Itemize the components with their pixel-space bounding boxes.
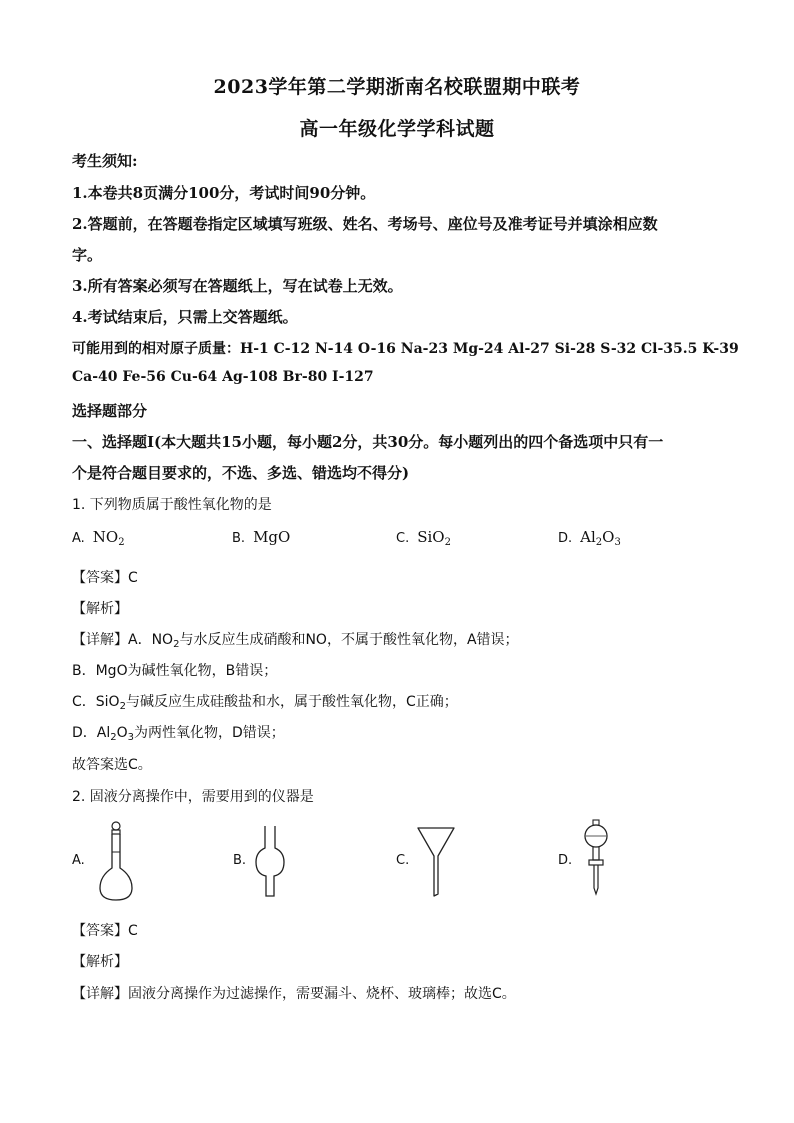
q2-stem: 2. 固液分离操作中，需要用到的仪器是 xyxy=(72,789,314,805)
q1-conclusion: 故答案选C。 xyxy=(72,757,152,773)
exam-subtitle: 高一年级化学学科试题 xyxy=(299,118,495,140)
part-title: 选择题部分 xyxy=(72,402,148,420)
answer-tag: 【答案】 xyxy=(72,923,128,939)
option-letter: D. xyxy=(558,531,573,546)
q1-detail-b: B．MgO为碱性氧化物，B错误； xyxy=(72,663,278,679)
q1-detail-a xyxy=(72,629,732,650)
q1-stem: 1. 下列物质属于酸性氧化物的是 xyxy=(72,497,272,513)
notice-heading: 考生须知: xyxy=(72,152,138,170)
q2-option-a-letter: A. xyxy=(72,853,85,868)
q1-option-d xyxy=(558,528,621,548)
detail-text: 为两性氧化物，D错误； xyxy=(134,725,285,741)
section-instruction-1: 一、选择题I(本大题共15小题，每小题2分，共30分。每小题列出的四个备选项中只有一 xyxy=(72,433,664,451)
answer-value: C xyxy=(128,923,138,939)
detail-sub: 2 xyxy=(110,732,117,743)
notice-item-4: 4.考试结束后，只需上交答题纸。 xyxy=(72,308,298,326)
notice-item-2: 2.答题前，在答题卷指定区域填写班级、姓名、考场号、座位号及准考证号并填涂相应数 xyxy=(72,215,658,233)
q2-detail xyxy=(72,983,732,1003)
detail-tag: 【详解】 xyxy=(72,632,128,648)
notice-item-1: 1.本卷共8页满分100分，考试时间90分钟。 xyxy=(72,184,376,202)
separatory-funnel-icon xyxy=(580,818,612,898)
notice-item-2-cont: 字。 xyxy=(72,246,103,264)
section-instruction-2: 个是符合题目要求的，不选、多选、错选均不得分) xyxy=(72,464,410,482)
answer-value: C xyxy=(128,570,138,586)
atomic-masses-line-1: 可能用到的相对原子质量：H-1 C-12 N-14 O-16 Na-23 Mg-24 Al-27 Si-28 S-32 Cl-35.5 K-39 xyxy=(72,341,739,357)
option-letter: A. xyxy=(72,531,85,546)
round-bottom-flask-icon xyxy=(252,824,288,900)
notice-item-3: 3.所有答案必须写在答题纸上，写在试卷上无效。 xyxy=(72,277,403,295)
formula-sub-2: 3 xyxy=(614,537,621,548)
detail-text: 与碱反应生成硅酸盐和水，属于酸性氧化物，C正确； xyxy=(125,694,458,710)
q2-analysis-tag: 【解析】 xyxy=(72,954,128,970)
answer-tag: 【答案】 xyxy=(72,570,128,586)
q1-answer xyxy=(72,567,732,587)
formula-sub: 2 xyxy=(595,537,603,548)
q1-analysis-tag: 【解析】 xyxy=(72,601,128,617)
detail-text: 固液分离操作为过滤操作，需要漏斗、烧杯、玻璃棒；故选C。 xyxy=(128,986,516,1002)
option-letter: B. xyxy=(232,531,246,546)
q1-detail-c xyxy=(72,691,732,712)
q2-option-d-letter: D. xyxy=(558,853,573,868)
option-letter: C. xyxy=(396,531,410,546)
q2-option-b-letter: B. xyxy=(233,853,247,868)
q1-detail-d xyxy=(72,722,732,743)
formula-rest: O xyxy=(602,528,615,546)
q1-option-c xyxy=(396,528,451,548)
detail-text: C．SiO xyxy=(72,694,120,710)
detail-text: D．Al xyxy=(72,725,111,741)
q2-answer xyxy=(72,920,732,940)
formula-sub: 2 xyxy=(444,537,451,548)
detail-text: A．NO xyxy=(128,632,174,648)
exam-title: 2023学年第二学期浙南名校联盟期中联考 xyxy=(213,76,581,98)
q1-option-a xyxy=(72,528,125,548)
detail-sub: 3 xyxy=(127,732,135,743)
detail-text: O xyxy=(116,725,128,741)
atomic-masses-line-2: Ca-40 Fe-56 Cu-64 Ag-108 Br-80 I-127 xyxy=(72,369,374,385)
detail-tag: 【详解】 xyxy=(72,986,128,1002)
detail-sub: 2 xyxy=(119,701,126,712)
formula-base: Al xyxy=(580,528,596,546)
formula-base: SiO xyxy=(417,528,445,546)
q2-option-c-letter: C. xyxy=(396,853,410,868)
q1-option-b xyxy=(232,528,290,546)
funnel-icon xyxy=(416,826,456,898)
detail-text: 与水反应生成硝酸和NO，不属于酸性氧化物，A错误； xyxy=(179,632,519,648)
detail-sub: 2 xyxy=(173,639,180,650)
formula-base: NO xyxy=(92,528,119,546)
formula-sub: 2 xyxy=(118,537,125,548)
volumetric-flask-icon xyxy=(96,820,136,904)
formula-base: MgO xyxy=(253,528,291,546)
